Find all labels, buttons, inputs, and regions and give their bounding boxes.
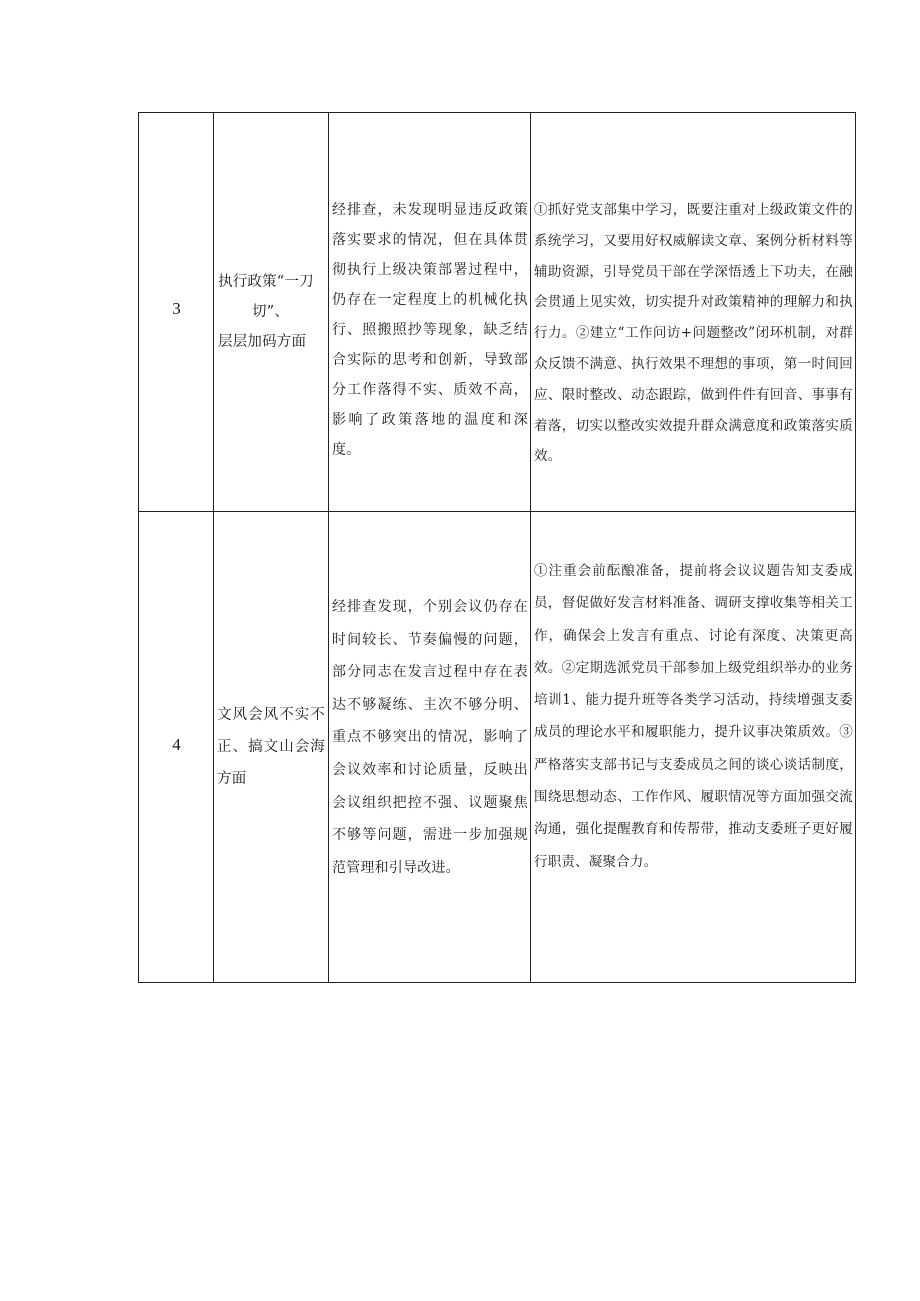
number-cell	[139, 511, 214, 982]
measures-cell	[531, 113, 855, 511]
row-number: 4	[172, 735, 181, 754]
category-line: 执行政策“一刀	[218, 274, 314, 290]
category-cell	[214, 113, 329, 511]
category-text	[218, 267, 326, 357]
category-text: 文风会风不实不正、搞文山会海方面	[217, 707, 325, 787]
finding-cell	[329, 113, 531, 511]
rectification-table	[138, 112, 856, 983]
finding-cell	[329, 511, 531, 982]
measures-text: ①抓好党支部集中学习，既要注重对上级政策文件的系统学习，又要用好权威解读文章、案例分析材料等辅助资源，引导党员干部在学深悟透上下功夫，在融会贯通上见实效，切实提升对政策精神的理解力和执行力。②建立“工作问访+问题整改”闭环机制，对群众反馈不满意、执行效果不理想的事项，第一时间回应、限时整改、动态跟踪，做到件件有回音、事事有着落，切实以整改实效提升群众满意度和政策落实质效。	[534, 202, 853, 465]
table-row	[139, 511, 855, 982]
table-row	[139, 113, 855, 512]
number-cell	[139, 113, 214, 511]
measures-cell	[531, 511, 855, 982]
category-line: 层层加码方面	[218, 334, 307, 350]
finding-text: 经排查，未发现明显违反政策落实要求的情况，但在具体贯彻执行上级决策部署过程中，仍存在一定程度上的机械化执行、照搬照抄等现象，缺乏结合实际的思考和创新，导致部分工作落得不实、质效不高，影响了政策落地的温度和深度。	[332, 202, 528, 458]
category-cell	[214, 511, 329, 982]
row-number: 3	[172, 299, 181, 318]
finding-text: 经排查发现，个别会议仍存在时间较长、节奏偏慢的问题，部分同志在发言过程中存在表达不够凝练、主次不够分明、重点不够突出的情况，影响了会议效率和讨论质量，反映出会议组织把控不强、议题聚焦不够等问题，需进一步加强规范管理和引导改进。	[332, 599, 528, 876]
category-line: 切”、	[252, 304, 290, 320]
measures-text: ①注重会前酝酿准备，提前将会议议题告知支委成员，督促做好发言材料准备、调研支撑收集等相关工作，确保会上发言有重点、讨论有深度、决策更高效。②定期选派党员干部参加上级党组织举办的业务培训1、能力提升班等各类学习活动，持续增强支委成员的理论水平和履职能力，提升议事决策质效。③严格落实支部书记与支委成员之间的谈心谈话制度，围绕思想动态、工作作风、履职情况等方面加强交流沟通，强化提醒教育和传帮带，推动支委班子更好履行职责、凝聚合力。	[534, 563, 853, 870]
